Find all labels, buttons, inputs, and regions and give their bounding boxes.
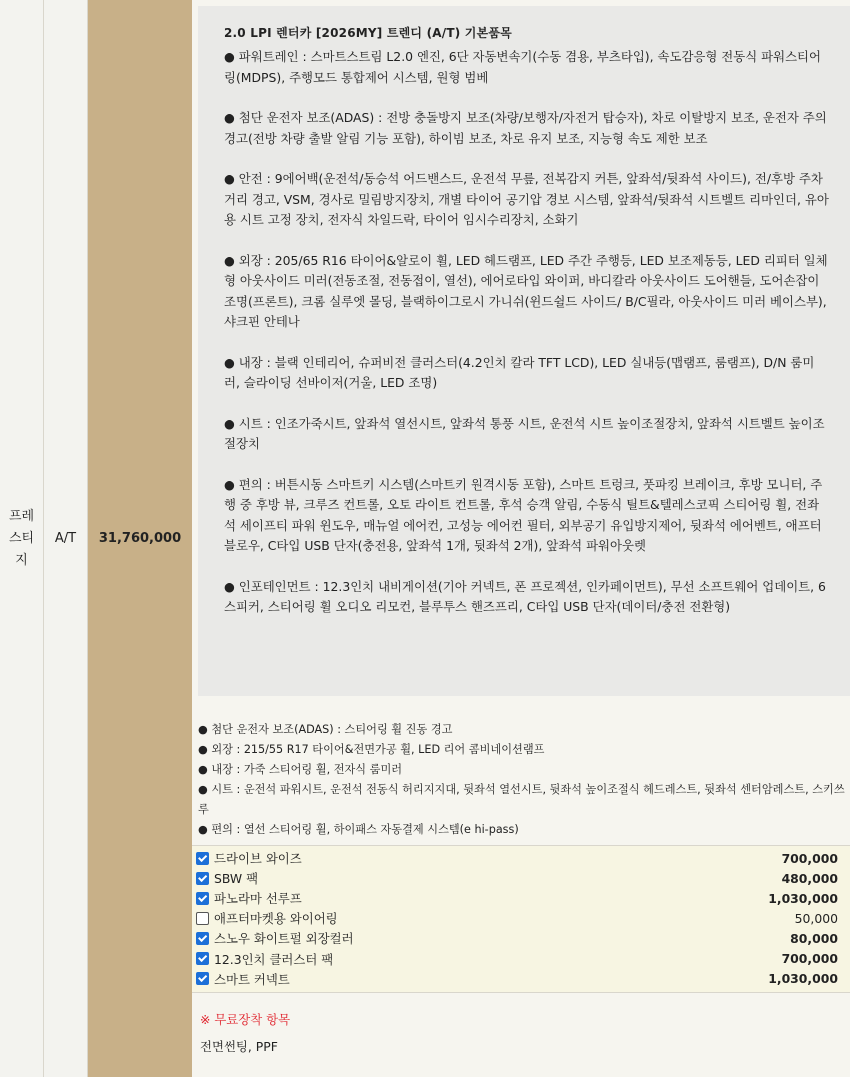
option-price: 480,000 <box>781 870 838 886</box>
option-row[interactable] <box>192 908 850 928</box>
option-list <box>192 845 850 993</box>
extra-item: ● 편의 : 열선 스티어링 휠, 하이패스 자동결제 시스템(e hi-pass) <box>198 823 519 836</box>
trim-name-cell <box>0 0 44 1077</box>
option-row[interactable] <box>192 948 850 968</box>
extra-item: ● 내장 : 가죽 스티어링 휠, 전자식 룸미러 <box>198 763 403 776</box>
basic-section-exterior: ● 외장 : 205/65 R16 타이어&알로이 휠, LED 헤드램프, LED 주간 주행등, LED 보조제동등, LED 리피터 일체형 아웃사이드 미러(전동조절, 전동접이, 열선), 에어로타입 와이퍼, 바디칼라 아웃사이드 도어핸들, 도어손잡이 조명(프론트), 크롬 실루엣 몰딩, 블랙하이그로시 가니쉬(윈드쉴드 사이드/ B/C필라, 아웃사이드 미러 베이스부), 샤크핀 안테나 <box>224 252 828 329</box>
price-value: 31,760,000 <box>98 531 182 546</box>
extra-item: ● 외장 : 215/55 R17 타이어&전면가공 휠, LED 리어 콤비네이션램프 <box>198 743 545 756</box>
option-label: 파노라마 선루프 <box>214 891 302 907</box>
trim-name-line: 지 <box>15 552 28 568</box>
option-checkbox[interactable] <box>196 852 209 865</box>
basic-section-seat: ● 시트 : 인조가죽시트, 앞좌석 열선시트, 앞좌석 통풍 시트, 운전석 시트 높이조절장치, 앞좌석 시트벨트 높이조절장치 <box>224 415 825 451</box>
option-row[interactable] <box>192 888 850 908</box>
price-cell <box>88 0 192 1077</box>
basic-items-title: 2.0 LPI 렌터카 [2026MY] 트렌디 (A/T) 기본품목 <box>224 26 512 40</box>
basic-section-powertrain: ● 파워트레인 : 스마트스트림 L2.0 엔진, 6단 자동변속기(수동 겸용, 부츠타입), 속도감응형 전동식 파워스티어링(MDPS), 주행모드 통합제어 시스템, 원형 범베 <box>224 49 821 85</box>
option-row[interactable] <box>192 928 850 948</box>
option-checkbox[interactable] <box>196 872 209 885</box>
option-checkbox[interactable] <box>196 912 209 925</box>
option-checkbox[interactable] <box>196 952 209 965</box>
option-checkbox[interactable] <box>196 972 209 985</box>
option-label: 스마트 커넥트 <box>214 971 290 987</box>
extra-item: ● 시트 : 운전석 파워시트, 운전석 전동식 허리지지대, 뒷좌석 열선시트, 뒷좌석 높이조절식 헤드레스트, 뒷좌석 센터암레스트, 스키쓰루 <box>198 783 845 816</box>
option-price: 700,000 <box>781 951 838 967</box>
basic-section-interior: ● 내장 : 블랙 인테리어, 슈퍼비전 클러스터(4.2인치 칼라 TFT LCD), LED 실내등(맵램프, 룸램프), D/N 룸미러, 슬라이딩 선바이저(거울, LED 조명) <box>224 354 815 390</box>
option-row[interactable] <box>192 969 850 989</box>
option-price: 1,030,000 <box>768 890 838 906</box>
option-label: 12.3인치 클러스터 팩 <box>214 951 334 967</box>
option-row[interactable] <box>192 848 850 868</box>
free-install-text: 전면썬팅, PPF <box>200 1039 278 1054</box>
option-price: 700,000 <box>781 850 838 866</box>
transmission-cell <box>44 0 88 1077</box>
extra-items-list <box>198 720 850 840</box>
extra-item: ● 첨단 운전자 보조(ADAS) : 스티어링 휠 진동 경고 <box>198 723 453 736</box>
transmission-label: A/T <box>54 531 77 546</box>
option-label: 스노우 화이트펄 외장컬러 <box>214 931 354 947</box>
basic-items-box <box>198 6 850 696</box>
option-label: 애프터마켓용 와이어링 <box>214 911 338 927</box>
basic-section-convenience: ● 편의 : 버튼시동 스마트키 시스템(스마트키 원격시동 포함), 스마트 트렁크, 풋파킹 브레이크, 후방 모니터, 주행 중 후방 뷰, 크루즈 컨트롤, 오토 라이트 컨트롤, 후석 승객 알림, 수동식 틸트&텔레스코픽 스티어링 휠, 전좌석 세이프티 파워 윈도우, 매뉴얼 에어컨, 고성능 에어컨 필터, 외부공기 유입방지제어, 뒷좌석 에어벤트, 애프터 블로우, C타입 USB 단자(충전용, 앞좌석 1개, 뒷좌석 2개), 앞좌석 파워아웃렛 <box>224 476 823 553</box>
option-row[interactable] <box>192 868 850 888</box>
option-price: 80,000 <box>790 930 838 946</box>
trim-name-line: 스티 <box>8 530 35 546</box>
free-install-title: ※ 무료장착 항목 <box>200 1012 291 1027</box>
option-checkbox[interactable] <box>196 932 209 945</box>
option-label: SBW 팩 <box>214 871 259 887</box>
option-price: 1,030,000 <box>768 971 838 987</box>
basic-section-infotainment: ● 인포테인먼트 : 12.3인치 내비게이션(기아 커넥트, 폰 프로젝션, 인카페이먼트), 무선 소프트웨어 업데이트, 6스피커, 스티어링 휠 오디오 리모컨, 블루투스 핸즈프리, C타입 USB 단자(데이터/충전 전환형) <box>224 578 826 614</box>
option-label: 드라이브 와이즈 <box>214 851 302 867</box>
basic-section-adas: ● 첨단 운전자 보조(ADAS) : 전방 충돌방지 보조(차량/보행자/자전거 탑승자), 차로 이탈방지 보조, 운전자 주의 경고(전방 차량 출발 알림 기능 포함), 하이빔 보조, 차로 유지 보조, 지능형 속도 제한 보조 <box>224 110 827 146</box>
free-install-section <box>200 1010 840 1055</box>
content-cell <box>192 0 850 1077</box>
trim-name-line: 프레 <box>8 508 35 524</box>
option-checkbox[interactable] <box>196 892 209 905</box>
option-price: 50,000 <box>794 910 838 926</box>
basic-section-safety: ● 안전 : 9에어백(운전석/동승석 어드밴스드, 운전석 무릎, 전복감지 커튼, 앞좌석/뒷좌석 사이드), 전/후방 주차 거리 경고, VSM, 경사로 밀림방지장치, 개별 타이어 공기압 경보 시스템, 앞좌석/뒷좌석 시트벨트 리마인더, 유아용 시트 고정 장치, 전자식 차일드락, 타이어 임시수리장치, 소화기 <box>224 171 829 227</box>
